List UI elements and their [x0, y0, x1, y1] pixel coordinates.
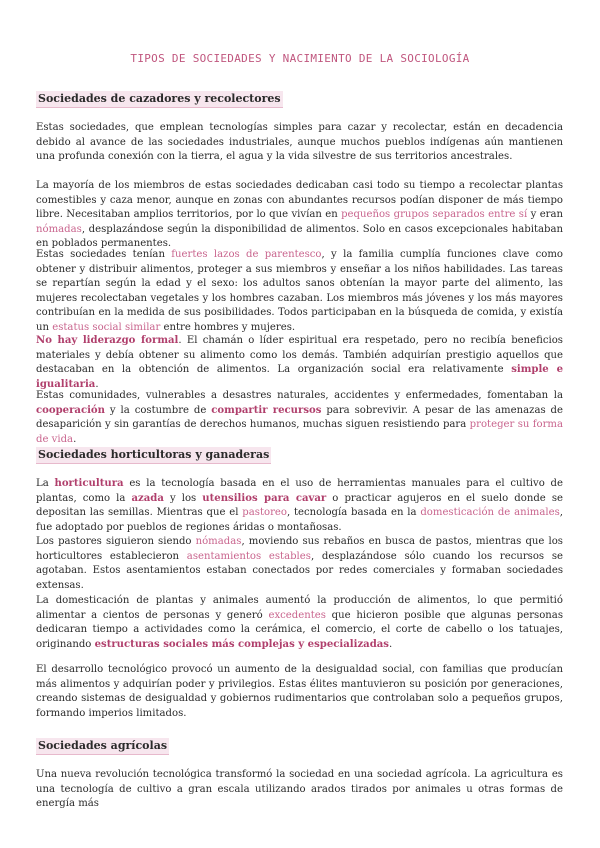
highlight-text: nómadas [195, 536, 242, 547]
highlight-text: estatus social similar [52, 321, 161, 333]
paragraph-agricolas-1: Una nueva revolución tecnológica transformó la sociedad en una sociedad agrícola. La agricultura es una tecnología de cultivo a gran escala utilizando arados tirados por animales u otras formas de energía más [36, 769, 563, 810]
paragraph-horticultoras-3: La domesticación de plantas y animales aumentó la producción de alimentos, lo que permitió alimentar a cientos de personas y generó excedentes que hicieron posible que algunas personas dedicaran tiempo a actividades como la cerámica, el comercio, el corte de cabello o los tatuajes, originando estructuras sociales más complejas y especializadas. [36, 595, 563, 650]
paragraph-cazadores-3: Estas sociedades tenían fuertes lazos de parentesco, y la familia cumplía funciones clave como obtener y distribuir alimentos, proteger a sus miembros y enseñar a los niños habilidades. Las tareas se repartían según la edad y el sexo: los adultos sanos obtenían la mayor parte del alimento, las mujeres recolectaban vegetales y los hombres cazaban. Los miembros más jóvenes y los más mayores contribuían en la medida de sus posibilidades. Todos participaban en la búsqueda de comida, y existía un estatus social similar entre hombres y mujeres. [36, 249, 563, 333]
paragraph-cazadores-5: Estas comunidades, vulnerables a desastres naturales, accidentes y enfermedades, fomentaban la cooperación y la costumbre de compartir recursos para sobrevivir. A pesar de las amenazas de desaparición y sin garantías de derechos humanos, muchas siguen resistiendo para proteger su forma de vida. [36, 390, 563, 445]
highlight-text: proteger su forma de vida [36, 419, 563, 445]
section-heading-horticultoras: Sociedades horticultoras y ganaderas [36, 447, 271, 464]
highlight-text: pequeños grupos separados entre sí [341, 209, 528, 221]
highlight-text: pastoreo [242, 507, 287, 519]
highlight-text: horticultura [54, 478, 124, 489]
highlight-text: domesticación de animales [420, 507, 560, 519]
paragraph-cazadores-2: La mayoría de los miembros de estas sociedades dedicaban casi todo su tiempo a recolectar plantas comestibles y caza menor, aunque en zonas con abundantes recursos podían disponer de más tiempo libre. Necesitaban amplios territorios, por lo que vivían en pequeños grupos separados entre sí y eran nómadas, desplazándose según la disponibilidad de alimentos. Solo en casos excepcionales habitaban en poblados permanentes. [36, 180, 564, 250]
highlight-text: compartir recursos [211, 404, 322, 416]
section-heading-agricolas: Sociedades agrícolas [36, 738, 169, 755]
paragraph-cazadores-1: Estas sociedades, que emplean tecnologías simples para cazar y recolectar, están en decadencia debido al avance de las sociedades industriales, aunque muchos pueblos indígenas aún mantienen una profunda conexión con la tierra, el agua y la vida silvestre de sus territorios ancestrales. [36, 122, 563, 163]
paragraph-horticultoras-1: La horticultura es la tecnología basada en el uso de herramientas manuales para el cultivo de plantas, como la azada y los utensilios para cavar o practicar agujeros en el suelo donde se depositan las semillas. Mientras que el pastoreo, tecnología basada en la domesticación de animales, fue adoptado por pueblos de regiones áridas o montañosas. [36, 478, 564, 533]
highlight-text: simple e igualitaria [36, 364, 564, 390]
highlight-text: excedentes [268, 609, 326, 621]
highlight-text: No hay liderazgo formal [36, 335, 179, 346]
highlight-text: azada [131, 492, 164, 504]
paragraph-horticultoras-4: El desarrollo tecnológico provocó un aumento de la desigualdad social, con familias que producían más alimentos y adquirían poder y privilegios. Estas élites mantuvieron su posición por generaciones, creando sistemas de desigualdad y gobiernos rudimentarios que controlaban solo a pequeños grupos, formando imperios limitados. [36, 664, 563, 719]
paragraph-horticultoras-2: Los pastores siguieron siendo nómadas, moviendo sus rebaños en busca de pastos, mientras que los horticultores establecieron asentamientos estables, desplazándose sólo cuando los recursos se agotaban. Estos asentamientos estaban conectados por redes comerciales y formaban sociedades extensas. [36, 536, 563, 591]
highlight-text: fuertes lazos de parentesco [171, 249, 322, 260]
paragraph-cazadores-4: No hay liderazgo formal. El chamán o líder espiritual era respetado, pero no recibía beneficios materiales y debía obtener su alimento como los demás. También adquirían prestigio aquellos que destacaban en la obtención de alimentos. La organización social era relativamente simple e igualitaria. [36, 335, 564, 390]
highlight-text: asentamientos estables [186, 550, 311, 562]
highlight-text: estructuras sociales más complejas y especializadas [94, 638, 389, 650]
highlight-text: nómadas [36, 223, 82, 235]
highlight-text: cooperación [36, 404, 106, 416]
page-title: TIPOS DE SOCIEDADES Y NACIMIENTO DE LA SOCIOLOGÍA [130, 52, 470, 65]
section-heading-cazadores: Sociedades de cazadores y recolectores [36, 91, 283, 108]
highlight-text: utensilios para cavar [202, 492, 327, 504]
